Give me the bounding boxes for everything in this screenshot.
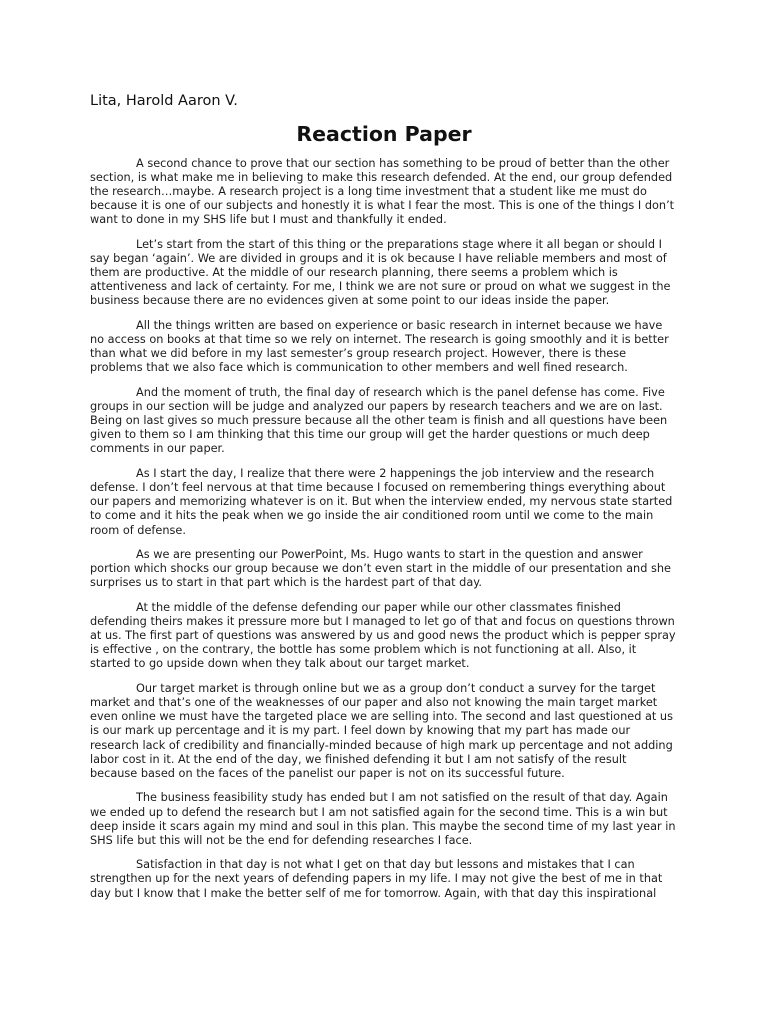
paragraph-line: day but I know that I make the better self of me for tomorrow. Again, with that day this inspirational	[90, 886, 657, 900]
paragraph-line: business because there are no evidences given at some point to our ideas inside the paper.	[90, 294, 610, 308]
paragraph-line: is our mark up percentage and it is my part. I feel down by knowing that my part has made our	[90, 724, 631, 738]
paragraph-line: say began ‘again’. We are divided in groups and it is ok because I have reliable members and most of	[90, 252, 667, 266]
paragraph	[90, 601, 677, 671]
document-title: Reaction Paper	[296, 122, 472, 146]
paragraph-line: them are productive. At the middle of our research planning, there seems a problem which is	[90, 266, 618, 280]
paragraph-line: deep inside it scars again my mind and soul in this plan. This maybe the second time of my last year in	[90, 819, 676, 833]
paragraph-line: given to them so I am thinking that this time our group will get the harder questions or much deep	[90, 428, 650, 442]
paragraph	[90, 319, 677, 375]
paragraph	[90, 858, 677, 900]
paragraph-line: because based on the faces of the panelist our paper is not on its successful future.	[90, 766, 565, 780]
paragraph-line: At the middle of the defense defending our paper while our other classmates finished	[136, 601, 621, 615]
paragraph	[90, 548, 677, 590]
paragraph	[90, 386, 677, 456]
paragraph-line: portion which shocks our group because we don’t even start in the middle of our presentation and she	[90, 562, 671, 576]
paragraph	[90, 157, 677, 227]
paragraph-line: defense. I don’t feel nervous at that time because I focused on remembering things everything about	[90, 481, 666, 495]
paragraph-line: started to go upside down when they talk about our target market.	[90, 657, 470, 671]
paragraph-line: want to done in my SHS life but I must and thankfully it ended.	[90, 213, 447, 227]
paragraph-line: groups in our section will be judge and analyzed our papers by research teachers and we are on last.	[90, 400, 663, 414]
paragraph-line: Being on last gives so much pressure because all the other team is finish and all questions have been	[90, 414, 668, 428]
paragraph-line: strengthen up for the next years of defending papers in my life. I may not give the best of me in that	[90, 872, 663, 886]
paragraph	[90, 791, 677, 847]
author-name: Lita, Harold Aaron V.	[90, 93, 238, 109]
paragraph-line: to come and it hits the peak when we go inside the air conditioned room until we come to the main	[90, 509, 654, 523]
paragraph	[90, 238, 677, 308]
paragraph-line: surprises us to start in that part which is the hardest part of that day.	[90, 576, 482, 590]
paragraph-line: attentiveness and lack of certainty. For me, I think we are not sure or proud on what we suggest in the	[90, 280, 671, 294]
paragraph-line: we ended up to defend the research but I am not satisfied again for the second time. This is a win but	[90, 805, 668, 819]
paragraph-line: no access on books at that time so we rely on internet. The research is going smoothly and it is better	[90, 333, 669, 347]
paragraph-line: section, is what make me in believing to make this research defended. At the end, our group defended	[90, 171, 673, 185]
paragraph-line: Let’s start from the start of this thing or the preparations stage where it all began or should I	[136, 238, 662, 252]
paragraph-line: A second chance to prove that our section has something to be proud of better than the other	[136, 157, 670, 170]
paragraph-line: Satisfaction in that day is not what I get on that day but lessons and mistakes that I can	[136, 858, 635, 872]
paragraph-line: even online we must have the targeted place we are selling into. The second and last questioned at us	[90, 710, 673, 724]
paragraph-line: labor cost in it. At the end of the day, we finished defending it but I am not satisfy of the result	[90, 752, 627, 766]
document-body	[90, 157, 677, 911]
paragraph-line: defending theirs makes it pressure more but I managed to let go of that and focus on questions thrown	[90, 615, 675, 629]
paragraph	[90, 682, 677, 781]
paragraph-line: And the moment of truth, the final day of research which is the panel defense has come. Five	[136, 386, 665, 400]
paragraph-line: room of defense.	[90, 523, 186, 537]
paragraph-line: the research…maybe. A research project is a long time investment that a student like me must do	[90, 185, 647, 199]
paragraph-line: All the things written are based on experience or basic research in internet because we have	[136, 319, 663, 333]
paragraph-line: Our target market is through online but we as a group don’t conduct a survey for the target	[136, 682, 656, 696]
paragraph-line: than what we did before in my last semester’s group research project. However, there is these	[90, 347, 627, 361]
paragraph-line: The business feasibility study has ended but I am not satisfied on the result of that day. Again	[136, 791, 668, 805]
paragraph-line: research lack of credibility and financially-minded because of high mark up percentage and not adding	[90, 738, 673, 752]
paragraph-line: at us. The first part of questions was answered by us and good news the product which is pepper spray	[90, 629, 676, 643]
paragraph-line: comments in our paper.	[90, 442, 225, 456]
paragraph-line: problems that we also face which is communication to other members and well fined research.	[90, 361, 628, 375]
paragraph-line: As I start the day, I realize that there were 2 happenings the job interview and the research	[136, 467, 655, 481]
paragraph-line: because it is one of our subjects and honestly it is what I fear the most. This is one of the things I don’t	[90, 199, 675, 213]
paragraph-line: SHS life but this will not be the end for defending researches I face.	[90, 833, 473, 847]
paragraph-line: As we are presenting our PowerPoint, Ms. Hugo wants to start in the question and answer	[136, 548, 643, 562]
paragraph-line: market and that’s one of the weaknesses of our paper and also not knowing the main target market	[90, 696, 658, 710]
paragraph	[90, 467, 677, 537]
paragraph-line: our papers and memorizing whatever is on it. But when the interview ended, my nervous state started	[90, 495, 673, 509]
paragraph-line: is effective , on the contrary, the bottle has some problem which is not functioning at all. Also, it	[90, 643, 637, 657]
